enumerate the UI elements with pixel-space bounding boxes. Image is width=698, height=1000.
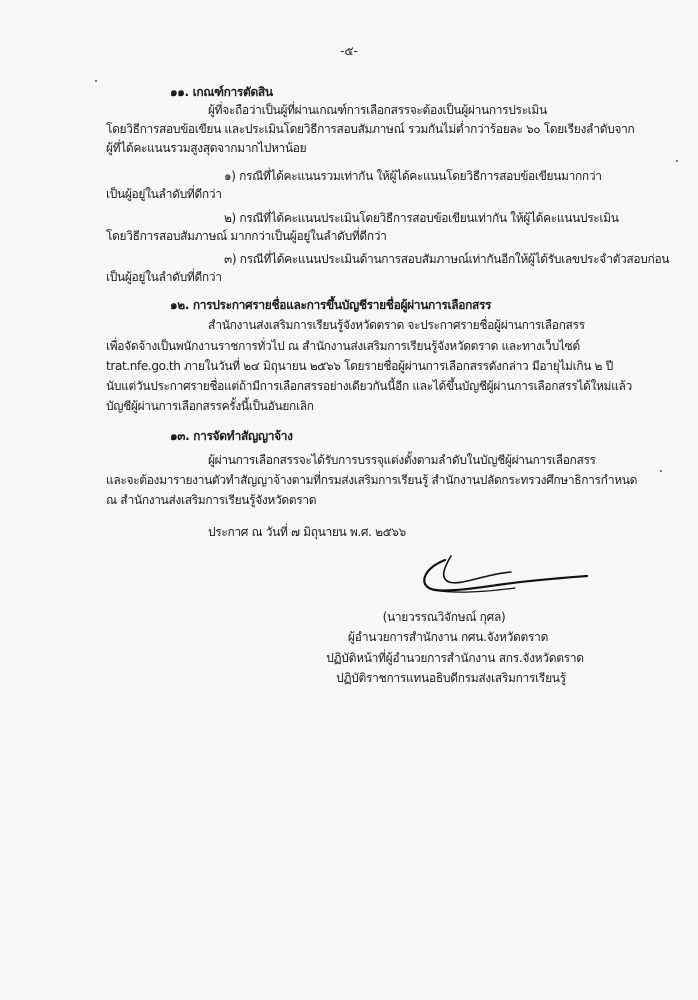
section-13-para-line: ผู้ผ่านการเลือกสรรจะได้รับการบรรจุแต่งตั้งตามลำดับในบัญชีผู้ผ่านการเลือกสรร: [208, 453, 596, 467]
section-11-heading: ๑๑. เกณฑ์การตัดสิน: [170, 85, 273, 99]
section-11-para-line: ผู้ที่ได้คะแนนรวมสูงสุดจากมากไปหาน้อย: [106, 141, 307, 155]
section-13-para-line: และจะต้องมารายงานตัวทำสัญญาจ้างตามที่กรมส่งเสริมการเรียนรู้ สำนักงานปลัดกระทรวงศึกษาธิการกำหนด: [106, 473, 638, 487]
section-12-para-line: สำนักงานส่งเสริมการเรียนรู้จังหวัดตราด จะประกาศรายชื่อผู้ผ่านการเลือกสรร: [208, 318, 585, 332]
page-number: -๕-: [340, 44, 358, 58]
section-12-heading: ๑๒. การประกาศรายชื่อและการขึ้นบัญชีรายชื่อผู้ผ่านการเลือกสรร: [170, 298, 492, 312]
scan-speck: [676, 160, 678, 162]
section-13-heading: ๑๓. การจัดทำสัญญาจ้าง: [170, 429, 293, 443]
signer-name: (นายวรรณวิจักษณ์ กุศล): [382, 610, 506, 624]
announcement-date: ประกาศ ณ วันที่ ๗ มิถุนายน พ.ศ. ๒๕๖๖: [208, 525, 406, 539]
section-12-para-line: เพื่อจัดจ้างเป็นพนักงานราชการทั่วไป ณ สำนักงานส่งเสริมการเรียนรู้จังหวัดตราด และทางเว็บไซต์: [106, 339, 580, 353]
section-11-item-2: ๒) กรณีที่ได้คะแนนประเมินโดยวิธีการสอบข้อเขียนเท่ากัน ให้ผู้ได้คะแนนประเมิน: [224, 211, 619, 225]
section-12-para-line: trat.nfe.go.th ภายในวันที่ ๒๔ มิถุนายน ๒๕๖๖ โดยรายชื่อผู้ผ่านการเลือกสรรดังกล่าว มีอายุไม่เกิน ๒ ปี: [106, 359, 613, 373]
section-11-para-line: ผู้ที่จะถือว่าเป็นผู้ที่ผ่านเกณฑ์การเลือกสรรจะต้องเป็นผู้ผ่านการประเมิน: [208, 103, 547, 117]
signer-title: ผู้อำนวยการสำนักงาน กศน.จังหวัดตราด: [347, 630, 549, 644]
section-11-item-2-cont: โดยวิธีการสอบสัมภาษณ์ มากกว่าเป็นผู้อยู่ในลำดับที่ดีกว่า: [106, 229, 387, 243]
section-12-para-line: บัญชีผู้ผ่านการเลือกสรรครั้งนี้เป็นอันยกเลิก: [106, 399, 314, 413]
handwritten-signature: [415, 548, 595, 603]
scan-speck: [95, 80, 97, 82]
section-11-item-1: ๑) กรณีที่ได้คะแนนรวมเท่ากัน ให้ผู้ได้คะแนนโดยวิธีการสอบข้อเขียนมากกว่า: [224, 169, 602, 183]
section-12-para-line: นับแต่วันประกาศรายชื่อแต่ถ้ามีการเลือกสรรอย่างเดียวกันนี้อีก และได้ขึ้นบัญชีผู้ผ่านการเลือกสรรได้ใหม่แล้ว: [106, 379, 632, 393]
section-11-para-line: โดยวิธีการสอบข้อเขียน และประเมินโดยวิธีการสอบสัมภาษณ์ รวมกันไม่ต่ำกว่าร้อยละ ๖๐ โดยเรียงลำดับจาก: [106, 122, 635, 136]
section-11-item-3-cont: เป็นผู้อยู่ในลำดับที่ดีกว่า: [106, 270, 222, 284]
section-13-para-line: ณ สำนักงานส่งเสริมการเรียนรู้จังหวัดตราด: [106, 493, 317, 507]
section-11-item-1-cont: เป็นผู้อยู่ในลำดับที่ดีกว่า: [106, 187, 222, 201]
scan-speck: [660, 470, 662, 472]
signer-title: ปฏิบัติราชการแทนอธิบดีกรมส่งเสริมการเรียนรู้: [336, 671, 566, 685]
signer-title: ปฏิบัติหน้าที่ผู้อำนวยการสำนักงาน สกร.จังหวัดตราด: [326, 651, 584, 665]
section-11-item-3: ๓) กรณีที่ได้คะแนนประเมินด้านการสอบสัมภาษณ์เท่ากันอีกให้ผู้ได้รับเลขประจำตัวสอบก่อน: [224, 252, 670, 266]
